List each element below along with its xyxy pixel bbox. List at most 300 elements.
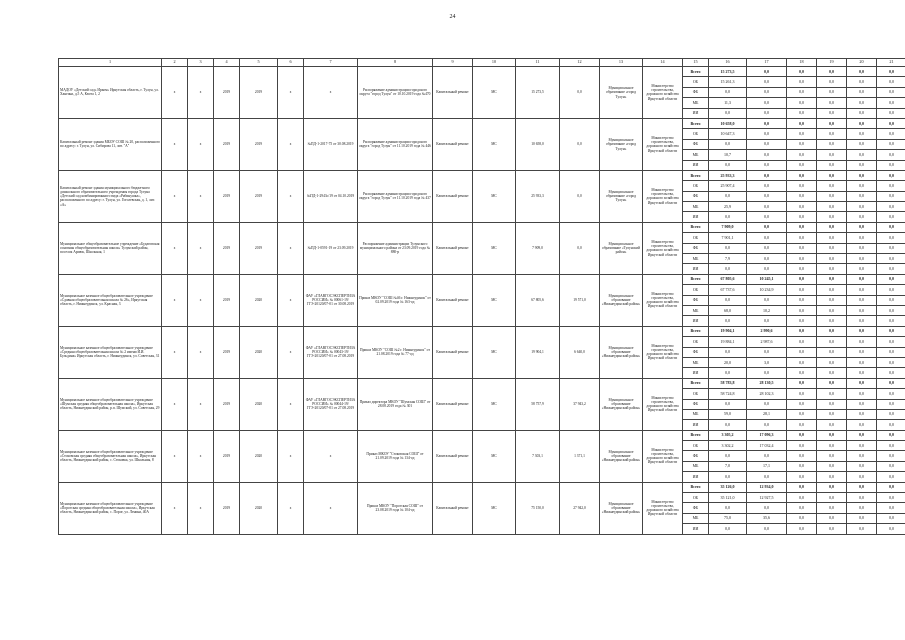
amount-cell: 0,0 (817, 347, 847, 357)
amount-cell: 0,0 (787, 170, 817, 180)
info-cell: 19 904,1 (516, 326, 560, 378)
amount-cell: 0,0 (817, 77, 847, 87)
info-cell: Приказ МКОУ "Порогская СОШ" от 23.08.2019 года № 104-од (358, 482, 433, 534)
info-cell: Капитальный ремонт (433, 170, 473, 222)
amount-cell: 0,0 (709, 347, 747, 357)
info-cell: х (162, 67, 188, 119)
amount-cell: 0,0 (787, 430, 817, 440)
info-cell: 0,0 (560, 222, 600, 274)
amount-cell: 0,0 (817, 316, 847, 326)
amount-cell: 0,0 (877, 67, 905, 77)
amount-cell: 0,0 (747, 202, 787, 212)
info-cell: 25 933,3 (516, 170, 560, 222)
amount-cell: 0,0 (847, 461, 877, 471)
amount-cell: 0,0 (877, 337, 905, 347)
funding-source-cell: ФБ (683, 503, 709, 513)
amount-cell: 0,0 (847, 316, 877, 326)
info-cell: Капитальный ремонт (433, 222, 473, 274)
column-number: 7 (304, 59, 358, 67)
amount-cell: 0,0 (747, 264, 787, 274)
amount-cell: 0,0 (709, 139, 747, 149)
object-name-cell: Муниципальное казенное общеобразовательное учреждение «Порогская средняя общеобразовательная школа», Иркутская область, Нижнеудинский район, с. Порог, ул. Ленина, 40А (59, 482, 162, 534)
amount-cell: 0,0 (787, 326, 817, 336)
amount-cell: 0,0 (747, 347, 787, 357)
info-cell: 2020 (240, 430, 278, 482)
info-cell: 2019 (214, 222, 240, 274)
object-name-cell: Капитальный ремонт здания МБОУ СОШ № 20, расположенного по адресу: г. Тулун, ул. Сибирова 11, лит. "А" (59, 118, 162, 170)
amount-cell: 0,0 (817, 409, 847, 419)
info-cell: Министерство строительства, дорожного хозяйства Иркутской области (643, 274, 683, 326)
column-number: 21 (877, 59, 905, 67)
info-cell: 2019 (240, 170, 278, 222)
funding-source-cell: МБ (683, 409, 709, 419)
info-cell: Министерство строительства, дорожного хозяйства Иркутской области (643, 170, 683, 222)
amount-cell: 0,0 (877, 305, 905, 315)
amount-cell: 35,6 (747, 513, 787, 523)
amount-cell: 0,0 (877, 274, 905, 284)
amount-cell: 0,0 (787, 118, 817, 128)
funding-source-cell: МБ (683, 513, 709, 523)
amount-cell: 0,0 (877, 202, 905, 212)
info-cell: МС (473, 482, 516, 534)
funding-source-cell: Всего (683, 67, 709, 77)
amount-cell: 0,0 (747, 254, 787, 264)
amount-cell: 0,0 (747, 233, 787, 243)
amount-cell: 0,0 (877, 285, 905, 295)
amount-cell: 0,0 (787, 524, 817, 534)
amount-cell: 0,0 (817, 170, 847, 180)
amount-cell: 0,0 (817, 295, 847, 305)
amount-cell: 10 658,0 (709, 118, 747, 128)
funding-source-cell: ОБ (683, 337, 709, 347)
info-cell: х (162, 378, 188, 430)
funding-source-cell: МБ (683, 98, 709, 108)
amount-cell: 0,0 (847, 378, 877, 388)
amount-cell: 0,0 (877, 129, 905, 139)
column-number: 1 (59, 59, 162, 67)
table-row (59, 67, 905, 77)
amount-cell: 0,0 (877, 368, 905, 378)
amount-cell: 0,0 (747, 160, 787, 170)
funding-source-cell: МБ (683, 202, 709, 212)
column-number: 17 (747, 59, 787, 67)
info-cell: МС (473, 222, 516, 274)
table-row (59, 170, 905, 180)
funding-source-cell: Всего (683, 118, 709, 128)
funding-source-cell: ИИ (683, 264, 709, 274)
amount-cell: 0,0 (847, 451, 877, 461)
object-name-cell: Муниципальное казенное общеобразовательное учреждение «Сдавная общеобразовательная школа № 26», Иркутская область, г. Нижнеудинск, ул. Красная, 3 (59, 274, 162, 326)
amount-cell: 0,0 (877, 316, 905, 326)
info-cell: 1 371,1 (560, 430, 600, 482)
info-cell: Капитальный ремонт (433, 326, 473, 378)
amount-cell: 0,0 (787, 212, 817, 222)
info-cell: х (278, 222, 304, 274)
amount-cell: 7,9 (709, 254, 747, 264)
object-name-cell: Капитальный ремонт здания муниципального бюджетного дошкольного образовательного учреждения города Тулуна «Детский сад комбинированного вида «Рябинушка», расположенного по адресу: г. Тулун, ул. Гоголевская, д. 1, лит. «А» (59, 170, 162, 222)
amount-cell: 0,0 (877, 170, 905, 180)
info-cell: х (188, 482, 214, 534)
amount-cell: 67 737,6 (709, 285, 747, 295)
column-number-row (59, 59, 905, 67)
amount-cell: 0,0 (787, 337, 817, 347)
amount-cell: 0,0 (847, 399, 877, 409)
column-number: 8 (358, 59, 433, 67)
info-cell: 2020 (240, 326, 278, 378)
amount-cell: 0,0 (877, 264, 905, 274)
funding-source-cell: МБ (683, 150, 709, 160)
info-cell: Приказ МКОУ "СОШ №2 г. Нижнеудинск" от 21.08.2019 года № 77-од (358, 326, 433, 378)
amount-cell: 0,0 (787, 368, 817, 378)
amount-cell: 0,0 (817, 98, 847, 108)
amount-cell: 0,0 (877, 493, 905, 503)
column-number: 9 (433, 59, 473, 67)
amount-cell: 35 121,0 (709, 493, 747, 503)
info-cell: 2019 (214, 170, 240, 222)
amount-cell: 0,0 (747, 420, 787, 430)
column-number: 20 (847, 59, 877, 67)
amount-cell: 0,0 (877, 347, 905, 357)
amount-cell: 0,0 (709, 472, 747, 482)
amount-cell: 7,0 (709, 461, 747, 471)
amount-cell: 3 305,2 (709, 430, 747, 440)
info-cell: 6 640,0 (560, 326, 600, 378)
amount-cell: 0,0 (847, 170, 877, 180)
amount-cell: 0,0 (709, 524, 747, 534)
funding-source-cell: ОБ (683, 77, 709, 87)
amount-cell: 10,7 (709, 150, 747, 160)
info-cell: Приказ МКОУ "СОШ №46 г. Нижнеудинск" от 02.09.2019 года № 163-од (358, 274, 433, 326)
amount-cell: 3,0 (747, 357, 787, 367)
amount-cell: 28 102,3 (747, 389, 787, 399)
amount-cell: 0,0 (817, 378, 847, 388)
info-cell: х (278, 326, 304, 378)
info-cell: №ПД-1-2017-75 от 30.08.2019 (304, 118, 358, 170)
info-cell: 2019 (214, 326, 240, 378)
amount-cell: 0,0 (847, 513, 877, 523)
info-cell: х (162, 170, 188, 222)
funding-source-cell: ОБ (683, 233, 709, 243)
amount-cell: 0,0 (787, 98, 817, 108)
amount-cell: 10 234,9 (747, 285, 787, 295)
amount-cell: 0,0 (787, 233, 817, 243)
amount-cell: 25 933,3 (709, 170, 747, 180)
amount-cell: 0,0 (847, 202, 877, 212)
amount-cell: 0,0 (877, 399, 905, 409)
amount-cell: 0,0 (847, 98, 877, 108)
info-cell: Муниципальное образование «Нижнеудинский район» (600, 326, 643, 378)
amount-cell: 0,0 (747, 170, 787, 180)
amount-cell: 0,0 (817, 368, 847, 378)
info-cell: х (162, 482, 188, 534)
funding-source-cell: МБ (683, 254, 709, 264)
amount-cell: 11,3 (709, 98, 747, 108)
amount-cell: 0,0 (817, 254, 847, 264)
amount-cell: 0,0 (817, 451, 847, 461)
amount-cell: 0,0 (747, 139, 787, 149)
amount-cell: 0,0 (709, 212, 747, 222)
info-cell: х (188, 274, 214, 326)
amount-cell: 0,0 (787, 87, 817, 97)
info-cell: х (162, 274, 188, 326)
info-cell: Распоряжение администрации городского округа "город Тулун" от 10.10.2019 года №470 (358, 67, 433, 119)
amount-cell: 0,0 (847, 389, 877, 399)
amount-cell: 0,0 (747, 472, 787, 482)
funding-source-cell: Всего (683, 378, 709, 388)
amount-cell: 0,0 (877, 87, 905, 97)
amount-cell: 0,0 (787, 264, 817, 274)
info-cell: х (278, 482, 304, 534)
funding-source-cell: ФБ (683, 347, 709, 357)
amount-cell: 0,0 (747, 399, 787, 409)
amount-cell: 0,0 (817, 212, 847, 222)
amount-cell: 0,0 (847, 181, 877, 191)
amount-cell: 0,0 (817, 139, 847, 149)
amount-cell: 0,0 (817, 493, 847, 503)
amount-cell: 0,0 (847, 243, 877, 253)
info-cell: МС (473, 274, 516, 326)
amount-cell: 0,0 (817, 420, 847, 430)
info-cell: х (278, 274, 304, 326)
info-cell: 10 658,0 (516, 118, 560, 170)
funding-source-cell: ОБ (683, 493, 709, 503)
info-cell: х (278, 378, 304, 430)
amount-cell: 0,0 (877, 191, 905, 201)
amount-cell: 0,0 (747, 181, 787, 191)
amount-cell: 0,0 (817, 233, 847, 243)
amount-cell: 0,0 (817, 326, 847, 336)
amount-cell: 0,0 (877, 451, 905, 461)
amount-cell: 0,0 (709, 399, 747, 409)
amount-cell: 0,0 (877, 139, 905, 149)
funding-source-cell: ИИ (683, 212, 709, 222)
amount-cell: 0,0 (877, 472, 905, 482)
info-cell: МС (473, 378, 516, 430)
amount-cell: 0,0 (787, 274, 817, 284)
column-number: 6 (278, 59, 304, 67)
info-cell: Министерство строительства, дорожного хозяйства Иркутской области (643, 222, 683, 274)
amount-cell: 0,0 (787, 472, 817, 482)
info-cell: 0,0 (560, 67, 600, 119)
amount-cell: 35 126,0 (709, 482, 747, 492)
funding-source-cell: ФБ (683, 191, 709, 201)
amount-cell: 0,0 (709, 108, 747, 118)
amount-cell: 0,0 (877, 254, 905, 264)
amount-cell: 28 130,5 (747, 378, 787, 388)
amount-cell: 0,0 (787, 420, 817, 430)
amount-cell: 0,0 (817, 160, 847, 170)
amount-cell: 25,9 (709, 202, 747, 212)
amount-cell: 0,0 (847, 139, 877, 149)
amount-cell: 0,0 (817, 274, 847, 284)
amount-cell: 0,0 (787, 129, 817, 139)
info-cell: х (162, 326, 188, 378)
amount-cell: 0,0 (877, 441, 905, 451)
amount-cell: 0,0 (747, 222, 787, 232)
info-cell: Распоряжение администрации городского округа "город Тулун" от 11.10.2019 года № 437 (358, 170, 433, 222)
amount-cell: 0,0 (877, 222, 905, 232)
amount-cell: 0,0 (787, 399, 817, 409)
info-cell: 7 303,1 (516, 430, 560, 482)
column-number: 2 (162, 59, 188, 67)
amount-cell: 0,0 (747, 295, 787, 305)
amount-cell: 0,0 (847, 409, 877, 419)
funding-source-cell: Всего (683, 222, 709, 232)
amount-cell: 19 884,1 (709, 337, 747, 347)
amount-cell: 0,0 (817, 389, 847, 399)
amount-cell: 17 096,3 (747, 430, 787, 440)
amount-cell: 0,0 (817, 129, 847, 139)
info-cell: Приказ директора МКОУ "Шумская СОШ" от 28.08.2019 года № 301 (358, 378, 433, 430)
amount-cell: 68,0 (709, 305, 747, 315)
info-cell: ФАУ «ГЛАВГОСЭКСПЕРТИЗА РОССИИ» № 00043-19/ГГЭ-20120/07-01 от 27.08.2019 (304, 326, 358, 378)
column-number: 15 (683, 59, 709, 67)
info-cell: х (304, 67, 358, 119)
amount-cell: 0,0 (817, 430, 847, 440)
info-cell: №ПД-1-0591-19 от 23.09.2019 (304, 222, 358, 274)
amount-cell: 0,0 (847, 212, 877, 222)
amount-cell: 0,0 (847, 441, 877, 451)
info-cell: 2019 (214, 118, 240, 170)
info-cell: Капитальный ремонт (433, 274, 473, 326)
funding-source-cell: Всего (683, 482, 709, 492)
info-cell: Министерство строительства, дорожного хозяйства Иркутской области (643, 118, 683, 170)
info-cell: МС (473, 430, 516, 482)
funding-source-cell: ИИ (683, 108, 709, 118)
amount-cell: 0,0 (747, 118, 787, 128)
funding-source-cell: ФБ (683, 139, 709, 149)
info-cell: Министерство строительства, дорожного хозяйства Иркутской области (643, 326, 683, 378)
funding-source-cell: ИИ (683, 368, 709, 378)
amount-cell: 0,0 (847, 264, 877, 274)
info-cell: 19 571,0 (560, 274, 600, 326)
amount-cell: 0,0 (709, 160, 747, 170)
amount-cell: 0,0 (877, 461, 905, 471)
amount-cell: 0,0 (817, 108, 847, 118)
amount-cell: 0,0 (747, 451, 787, 461)
amount-cell: 0,0 (709, 295, 747, 305)
amount-cell: 0,0 (877, 118, 905, 128)
info-cell: 2019 (214, 274, 240, 326)
amount-cell: 15 273,5 (709, 67, 747, 77)
funding-source-cell: ОБ (683, 129, 709, 139)
column-number: 18 (787, 59, 817, 67)
info-cell: Капитальный ремонт (433, 118, 473, 170)
amount-cell: 0,0 (787, 160, 817, 170)
amount-cell: 0,0 (787, 254, 817, 264)
investment-objects-table (58, 58, 905, 535)
amount-cell: 0,0 (787, 441, 817, 451)
funding-source-cell: Всего (683, 430, 709, 440)
info-cell: Министерство строительства, дорожного хозяйства Иркутской области (643, 430, 683, 482)
info-cell: Муниципальное образование «Нижнеудинский район» (600, 378, 643, 430)
amount-cell: 59,0 (709, 409, 747, 419)
amount-cell: 0,0 (747, 67, 787, 77)
amount-cell: 0,0 (787, 451, 817, 461)
info-cell: Муниципальное образование «Тулунский район» (600, 222, 643, 274)
amount-cell: 0,0 (787, 202, 817, 212)
amount-cell: 0,0 (847, 285, 877, 295)
object-name-cell: Муниципальное казенное общеобразовательное учреждение «Стоковская средняя общеобразовательная школа», Иркутская область, Нижнеудинский район, с. Стоковка, ул. Школьная, 8 (59, 430, 162, 482)
amount-cell: 0,0 (747, 98, 787, 108)
table-row (59, 274, 905, 284)
amount-cell: 0,0 (817, 357, 847, 367)
funding-source-cell: Всего (683, 326, 709, 336)
funding-source-cell: МБ (683, 461, 709, 471)
object-name-cell: Муниципальное общеобразовательное учреждение «Будаговская основная общеобразовательная школа» Тулунский район, поселок Ариюк, Школьная, 1 (59, 222, 162, 274)
info-cell: Капитальный ремонт (433, 430, 473, 482)
info-cell: х (188, 430, 214, 482)
amount-cell: 0,0 (787, 378, 817, 388)
amount-cell: 0,0 (847, 503, 877, 513)
amount-cell: 0,0 (847, 150, 877, 160)
info-cell: Муниципальное образование «Нижнеудинский район» (600, 430, 643, 482)
info-cell: х (278, 170, 304, 222)
amount-cell: 7 901,1 (709, 233, 747, 243)
info-cell: 2019 (214, 67, 240, 119)
amount-cell: 0,0 (847, 191, 877, 201)
amount-cell: 0,0 (747, 524, 787, 534)
funding-source-cell: МБ (683, 305, 709, 315)
info-cell: Распоряжение администрации Тулунского муниципального района от 23.09.2019 года № 880-р (358, 222, 433, 274)
info-cell: 2019 (214, 430, 240, 482)
amount-cell: 0,0 (787, 503, 817, 513)
amount-cell: 75,0 (709, 513, 747, 523)
amount-cell: 0,0 (787, 513, 817, 523)
info-cell: Муниципальное образование «город Тулун» (600, 170, 643, 222)
info-cell: 2019 (214, 378, 240, 430)
info-cell: х (278, 67, 304, 119)
amount-cell: 0,0 (709, 503, 747, 513)
amount-cell: 0,0 (877, 233, 905, 243)
info-cell: х (162, 118, 188, 170)
info-cell: 27 942,0 (560, 482, 600, 534)
info-cell: №ПД-1-2943с/19 от 04.10.2019 (304, 170, 358, 222)
column-number: 13 (600, 59, 643, 67)
amount-cell: 0,0 (747, 368, 787, 378)
object-name-cell: Муниципальное казенное общеобразовательное учреждение «Шумская средняя общеобразовательная школа», Иркутская область, Нижнеудинский район, р.п. Шумский, ул. Советская, 29 (59, 378, 162, 430)
amount-cell: 0,0 (817, 461, 847, 471)
amount-cell: 0,0 (747, 503, 787, 513)
amount-cell: 0,0 (709, 420, 747, 430)
funding-source-cell: Всего (683, 170, 709, 180)
amount-cell: 17 032,4 (747, 441, 787, 451)
amount-cell: 0,0 (817, 67, 847, 77)
amount-cell: 0,0 (787, 150, 817, 160)
amount-cell: 0,0 (787, 482, 817, 492)
amount-cell: 0,0 (787, 285, 817, 295)
info-cell: МС (473, 170, 516, 222)
amount-cell: 0,0 (817, 285, 847, 295)
amount-cell: 0,0 (709, 264, 747, 274)
amount-cell: 0,0 (877, 77, 905, 87)
amount-cell: 0,0 (847, 77, 877, 87)
amount-cell: 0,0 (817, 202, 847, 212)
amount-cell: 12 934,0 (747, 482, 787, 492)
amount-cell: 0,0 (787, 222, 817, 232)
info-cell: х (278, 118, 304, 170)
amount-cell: 0,0 (787, 347, 817, 357)
amount-cell: 0,0 (877, 357, 905, 367)
amount-cell: 2 987,6 (747, 337, 787, 347)
amount-cell: 25 907,4 (709, 181, 747, 191)
info-cell: Министерство строительства, дорожного хозяйства Иркутской области (643, 378, 683, 430)
info-cell: 2020 (240, 482, 278, 534)
amount-cell: 19 904,1 (709, 326, 747, 336)
info-cell: МС (473, 326, 516, 378)
info-cell: х (278, 430, 304, 482)
amount-cell: 10 647,3 (709, 129, 747, 139)
